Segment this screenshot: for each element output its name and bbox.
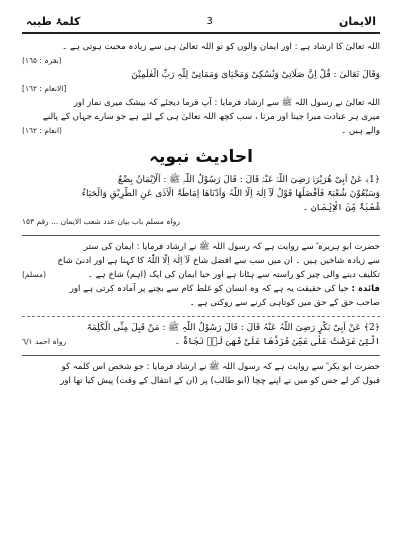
verse-translation-line: والے ہیں ۔ [341, 126, 380, 136]
hadith-2 [22, 321, 380, 388]
hadith-translation-line: سے زیادہ شاخیں ہیں ۔ ان میں سب سے افضل شاخ لَآ اِلٰہَ اِلَّا اللّٰہُ کا کہنا ہے اور ادنیٰ شاخ [57, 256, 380, 266]
hadith-1 [22, 173, 380, 310]
quran-verse: وَقَالَ تَعَالیٰ : قُلْ اِنَّ صَلَاتِیْ وَنُسُکِیْ وَمَحْیَایَ وَمَمَاتِیْ لِلّٰہِ رَبِّ الْعٰلَمِیْنَ [131, 70, 380, 80]
verse-translation-line: میری ہر عبادت میرا جینا اور مرنا ، سب کچھ اللہ تعالیٰ ہی کے لئے ہے جو سارے جہاں کے پالنے [42, 112, 380, 122]
note-text: حیا کی حقیقت یہ ہے کہ وہ انسان کو غلط کام سے بچنے پر آمادہ کرتی ہے اور [69, 284, 349, 294]
intro-section [22, 40, 380, 138]
book-title: کلمۂ طیبہ [26, 14, 81, 28]
page-header [22, 10, 380, 34]
hadith-arabic-line: شُعْبَۃٌ مِّنَ الْاِیْمَانِ ۔ [302, 203, 380, 213]
intro-line: اللہ تعالیٰ کا ارشاد ہے : اور ایمان والوں کو تو اللہ تعالیٰ ہی سے زیادہ محبت ہوتی ہے ۔ [62, 42, 380, 52]
verse-reference: [الانعام : ١٦٢] [22, 84, 67, 93]
divider [22, 235, 380, 236]
page-number: 3 [206, 15, 213, 27]
hadith-arabic-line: ﴿1﴾ عَنْ اَبِیْ ھُرَیْرَۃَ رَضِیَ اللّٰہُ عَنْہُ قَالَ : قَالَ رَسُوْلُ اللّٰہِ ﷺ : اَلْاِیْمَانُ بِضْعٌ [117, 175, 380, 185]
divider [22, 355, 380, 356]
hadith-arabic-line: وَسَبْعُوْنَ شُعْبَۃً فَاَفْضَلُھَا قَوْلُ لَآ اِلٰہَ اِلَّا اللّٰہُ وَاَدْنَاھَا اِمَاطَۃُ الْاَذٰی عَنِ الطَّرِیْقِ وَالْحَیَاءُ [81, 189, 380, 199]
section-heading [22, 146, 380, 167]
chapter-title: الایمان [339, 14, 376, 28]
translation-reference: (انعام : ١٦٢) [22, 126, 62, 135]
note-text: صاحب حق کے حق میں کوتاہی کرنے سے روکتی ہے ۔ [189, 298, 380, 308]
note-label: فائدہ : [351, 284, 380, 294]
hadith-arabic-line: الَّتِیْ عَرَضْتُ عَلٰی عَمِّیْ فَرَدَّھَا عَلَیَّ فَھِیَ لَہٗ نَجَاۃٌ ۔ [174, 337, 380, 347]
hadith-reference: رواہ احمد ٦/١ [22, 337, 67, 346]
hadith-translation-line: حضرت ابو بکر ؓ سے روایت ہے کہ رسول اللہ ﷺ نے ارشاد فرمایا : جو شخص اس کلمہ کو [61, 362, 380, 372]
intro-reference: (بقرہ : ١٦٥) [22, 56, 62, 65]
translation-reference: (مسلم) [22, 270, 47, 279]
hadith-arabic-line: ﴿2﴾ عَنْ اَبِیْ بَکْرٍ رَضِیَ اللّٰہُ عَنْہُ قَالَ : قَالَ رَسُوْلُ اللّٰہِ ﷺ : مَنْ قَبِلَ مِنِّی الْکَلِمَۃَ [86, 323, 380, 333]
hadith-translation-line: حضرت ابو ہریرہ ؓ سے روایت ہے کہ رسول اللہ ﷺ نے ارشاد فرمایا : ایمان کی ستر [83, 242, 380, 252]
hadith-reference: رواہ مسلم باب بیان عدد شعب الایمان ... رقم ١٥٣ [22, 217, 180, 226]
hadith-translation-line: تکلیف دینے والی چیز کو راستہ سے ہٹانا ہے اور حیا ایمان کی ایک (اہم) شاخ ہے ۔ [87, 270, 380, 280]
section-heading-text: احادیث نبویہ [149, 147, 253, 167]
divider [22, 316, 380, 317]
hadith-translation-line: قبول کر لے جس کو میں نے اپنے چچا (ابو طالب) پر (ان کے انتقال کے وقت) پیش کیا تھا اور [60, 376, 380, 386]
document-page [22, 10, 380, 525]
verse-translation-line: اللہ تعالیٰ نے رسول اللہ ﷺ سے ارشاد فرمایا : آپ فرما دیجئے کہ بیشک میری نماز اور [73, 98, 380, 108]
